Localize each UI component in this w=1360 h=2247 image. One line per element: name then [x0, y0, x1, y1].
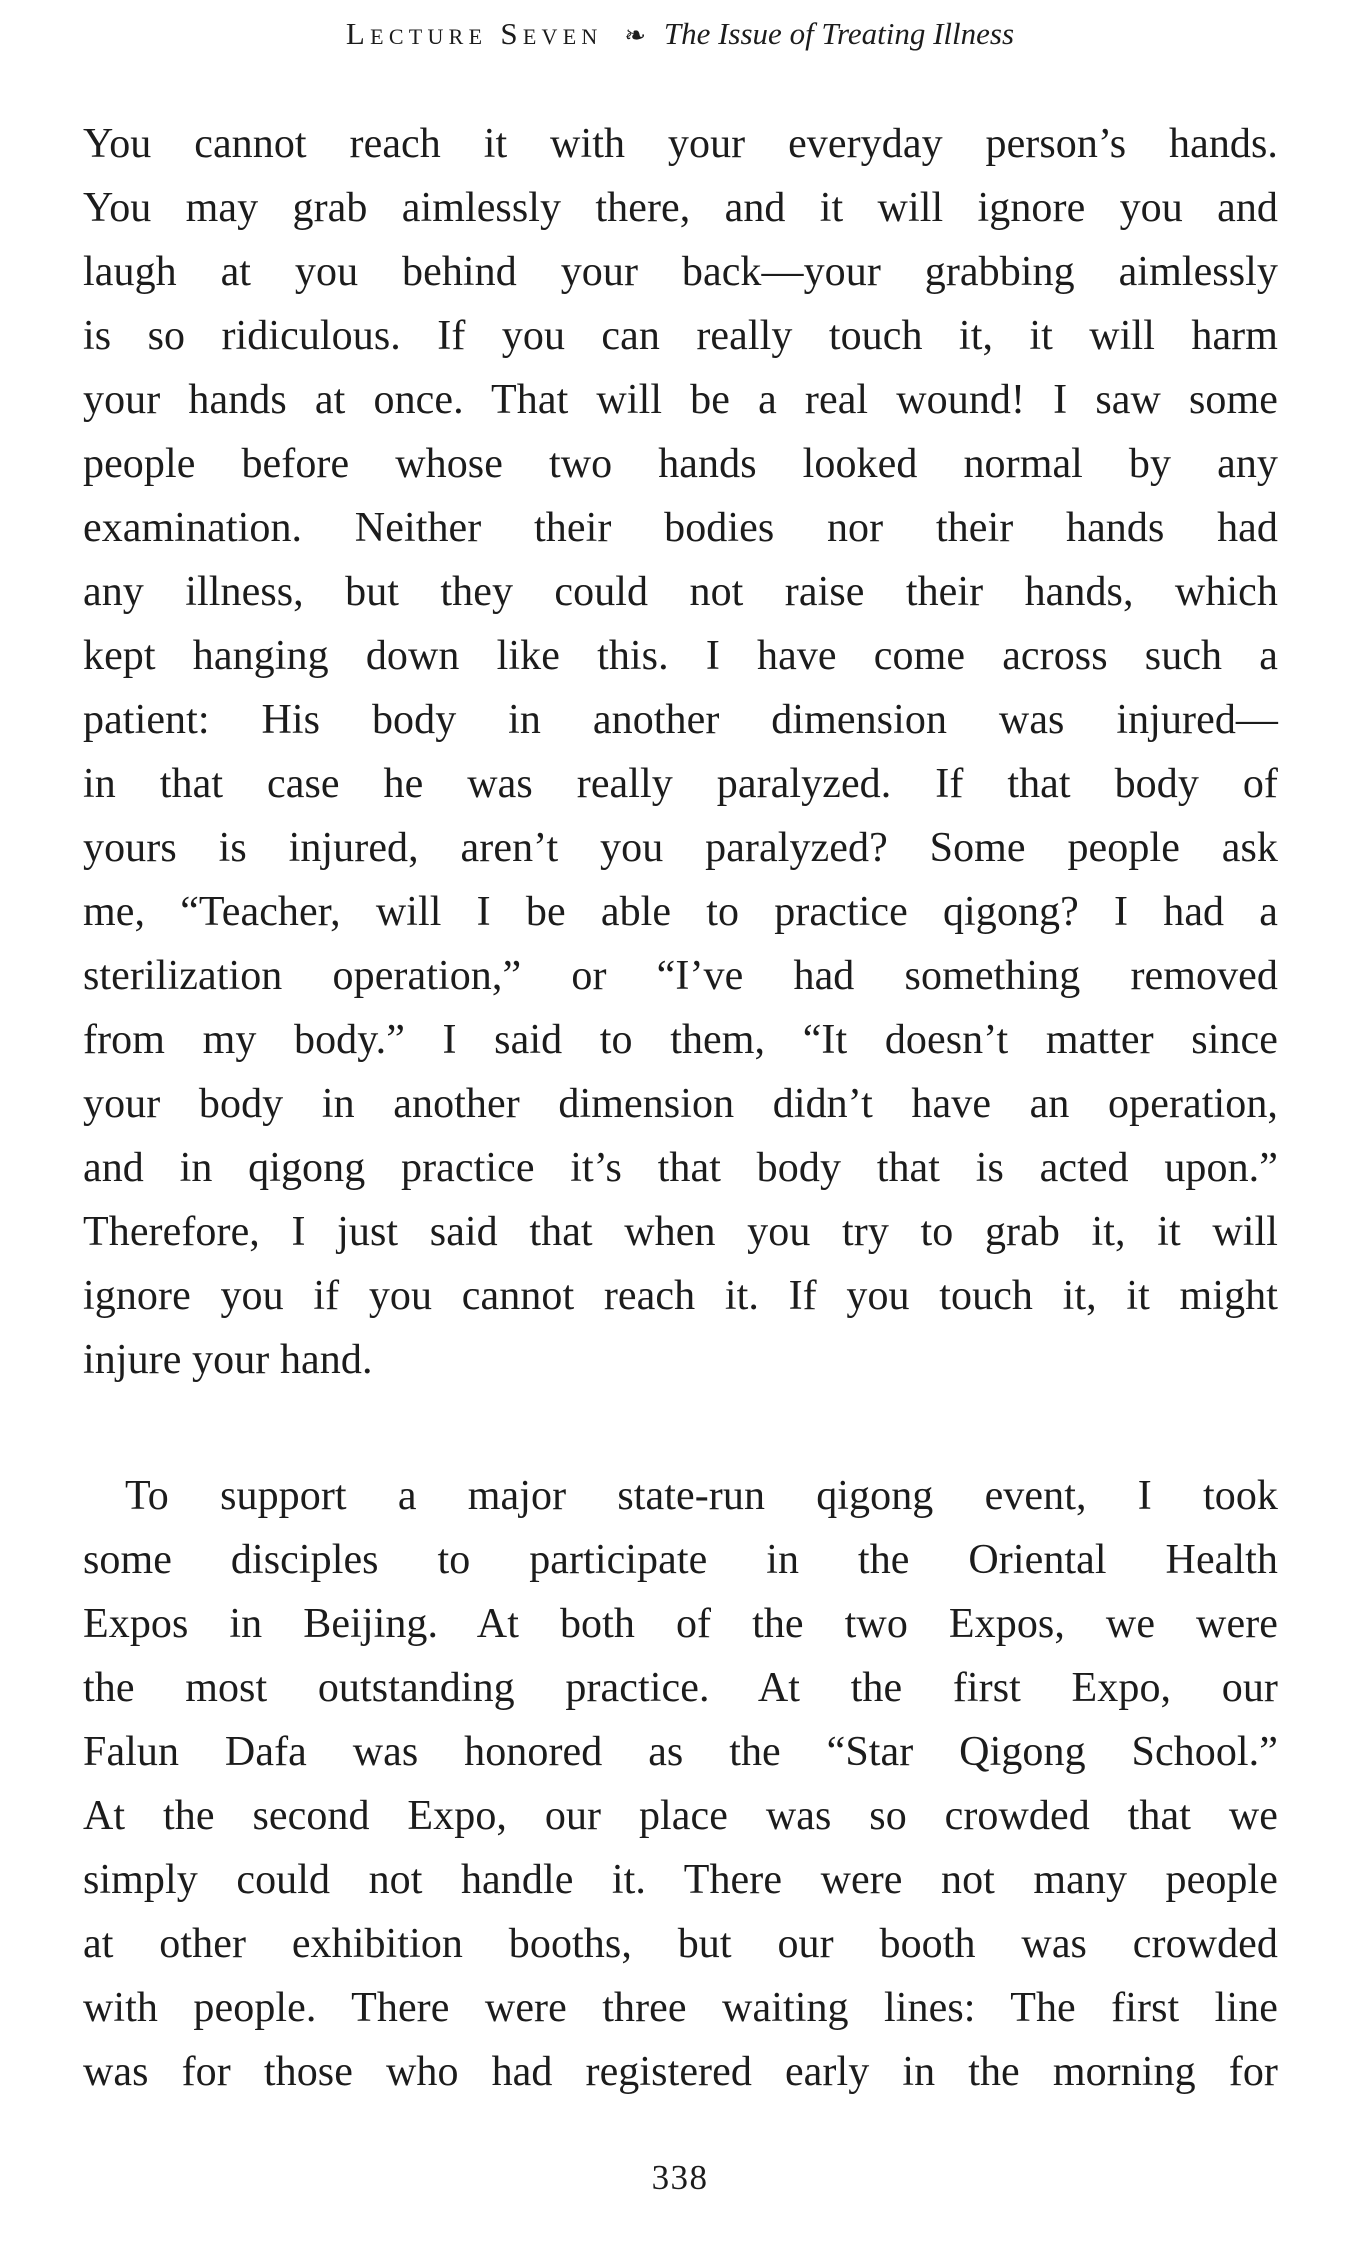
page-number: 338 — [651, 2158, 709, 2197]
text-line: At the second Expo, our place was so crowded that we — [83, 1793, 1278, 1839]
text-line: at other exhibition booths, but our booth was crowded — [83, 1921, 1278, 1967]
text-line: the most outstanding practice. At the first Expo, our — [83, 1665, 1278, 1711]
text-line: You cannot reach it with your everyday person’s hands. — [83, 121, 1278, 167]
text-line: Therefore, I just said that when you try to grab it, it will — [83, 1209, 1278, 1255]
text-line: sterilization operation,” or “I’ve had something removed — [83, 953, 1278, 999]
header-chapter-title: The Issue of Treating Illness — [663, 16, 1015, 51]
text-line: your hands at once. That will be a real wound! I saw some — [83, 377, 1278, 423]
fleuron-icon: ❧ — [624, 21, 647, 51]
text-line: me, “Teacher, will I be able to practice qigong? I had a — [83, 889, 1278, 935]
running-header — [0, 16, 1360, 52]
text-line: Expos in Beijing. At both of the two Expos, we were — [83, 1601, 1278, 1647]
header-section-label: Lecture Seven — [345, 16, 603, 51]
text-line: laugh at you behind your back—your grabbing aimlessly — [83, 249, 1278, 295]
text-line: simply could not handle it. There were not many people — [83, 1857, 1278, 1903]
text-line: You may grab aimlessly there, and it will ignore you and — [83, 185, 1278, 231]
text-line: any illness, but they could not raise their hands, which — [83, 569, 1278, 615]
text-line: To support a major state-run qigong event, I took — [125, 1473, 1278, 1519]
text-line: is so ridiculous. If you can really touch it, it will harm — [83, 313, 1278, 359]
text-line: Falun Dafa was honored as the “Star Qigong School.” — [83, 1729, 1278, 1775]
text-line: kept hanging down like this. I have come across such a — [83, 633, 1278, 679]
text-line: people before whose two hands looked normal by any — [83, 441, 1278, 487]
text-line: was for those who had registered early in the morning for — [83, 2049, 1278, 2095]
text-line: your body in another dimension didn’t have an operation, — [83, 1081, 1278, 1127]
text-line: patient: His body in another dimension was injured— — [83, 697, 1278, 743]
text-line: in that case he was really paralyzed. If that body of — [83, 761, 1278, 807]
page-body — [83, 112, 1278, 2104]
paragraph — [83, 112, 1278, 1392]
paragraph — [83, 1464, 1278, 2104]
text-line: and in qigong practice it’s that body that is acted upon.” — [83, 1145, 1278, 1191]
page-footer — [0, 2158, 1360, 2198]
text-line: some disciples to participate in the Oriental Health — [83, 1537, 1278, 1583]
text-line: injure your hand. — [83, 1337, 373, 1383]
text-line: from my body.” I said to them, “It doesn’t matter since — [83, 1017, 1278, 1063]
text-line: yours is injured, aren’t you paralyzed? Some people ask — [83, 825, 1278, 871]
text-line: with people. There were three waiting lines: The first line — [83, 1985, 1278, 2031]
text-line: examination. Neither their bodies nor their hands had — [83, 505, 1278, 551]
text-line: ignore you if you cannot reach it. If you touch it, it might — [83, 1273, 1278, 1319]
